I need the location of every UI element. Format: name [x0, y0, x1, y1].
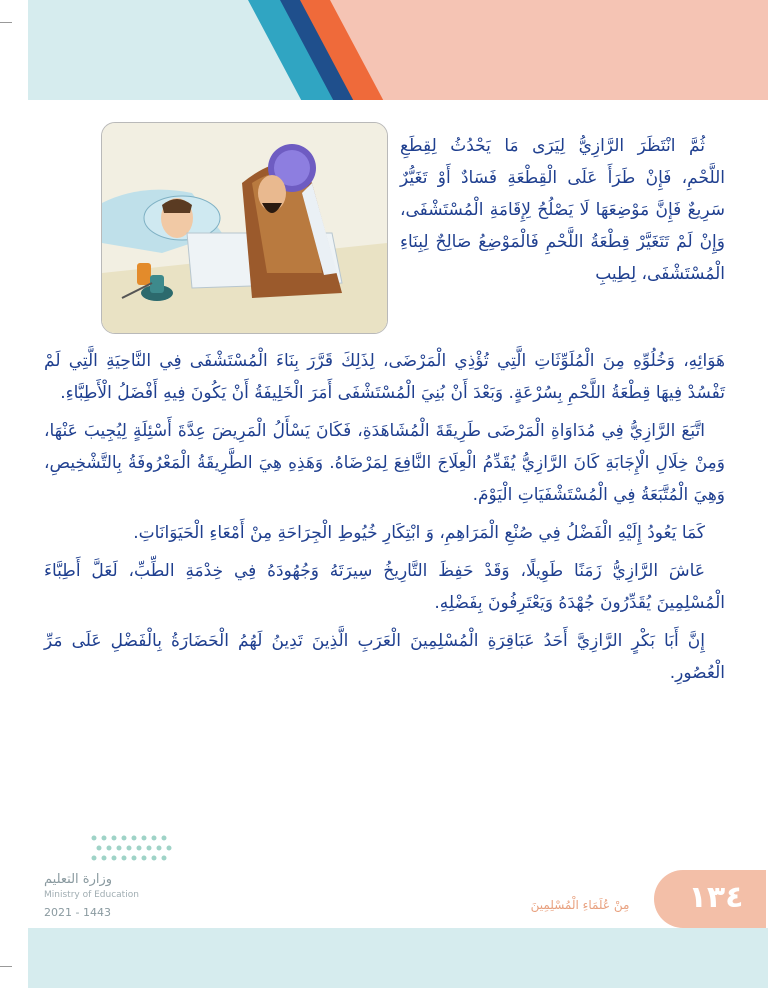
- paragraph-1-start: ثُمَّ انْتَظَرَ الرَّازِيُّ لِيَرَى مَا يَحْدُثُ لِقِطَعِ اللَّحْمِ، فَإِنْ طَرَأَ عَلَى الْقِطْعَةِ فَسَادٌ أَوْ تَغَيُّرٌ سَرِيعٌ فَإِنَّ مَوْضِعَهَا لَا يَصْلُحُ لِإِقَامَةِ الْمُسْتَشْفَى، وَإِنْ لَمْ تَتَغَيَّرْ قِطْعَةُ اللَّحْمِ فَالْمَوْضِعُ صَالِحٌ لِبِنَاءِ الْمُسْتَشْفَى، لِطِيبِ: [400, 136, 725, 284]
- page-number: ١٣٤: [688, 880, 744, 915]
- paragraph-5: إِنَّ أَبَا بَكْرٍ الرَّازِيَّ أَحَدُ عَبَاقِرَةِ الْمُسْلِمِينَ الْعَرَبِ الَّذِينَ تَدِينُ لَهُمُ الْحَضَارَةُ بِالْفَضْلِ عَلَى مَرِّ الْعُصُورِ.: [44, 631, 725, 683]
- paragraph-top: [400, 130, 725, 290]
- ministry-logo: [44, 828, 184, 919]
- ministry-year: 2021 - 1443: [44, 906, 111, 919]
- crop-mark-top: [0, 22, 12, 23]
- crop-mark-bottom: [0, 966, 12, 967]
- paragraph-4: عَاشَ الرَّازِيُّ زَمَنًا طَوِيلًا، وَقَدْ حَفِظَ التَّارِيخُ سِيرَتَهُ وَجُهُودَهُ فِي خِدْمَةِ الطِّبِّ، لَعَلَّ أَطِبَّاءَ الْمُسْلِمِينَ يُقَدِّرُونَ جُهْدَهُ وَيَعْتَرِفُونَ بِفَضْلِهِ.: [44, 561, 725, 613]
- paragraphs-main: [44, 345, 725, 695]
- running-title: مِنْ عُلَمَاءِ الْمُسْلِمِينَ: [530, 898, 630, 912]
- ministry-dots-icon: [84, 828, 184, 870]
- header-pink-band: [330, 0, 768, 100]
- ministry-name-en: Ministry of Education: [44, 890, 139, 900]
- paragraph-2: اتَّبَعَ الرَّازِيُّ فِي مُدَاوَاةِ الْمَرْضَى طَرِيقَةَ الْمُشَاهَدَةِ، فَكَانَ يَسْأَلُ الْمَرِيضَ عِدَّةَ أَسْئِلَةٍ لِيُجِيبَ عَنْهَا، وَمِنْ خِلَالِ الْإِجَابَةِ كَانَ الرَّازِيُّ يُقَدِّمُ الْعِلَاجَ النَّافِعَ لِمَرْضَاهُ. وَهَذِهِ هِيَ الطَّرِيقَةُ الْمَعْرُوفَةُ بِالتَّشْخِيصِ، وَهِيَ الْمُتَّبَعَةُ فِي الْمُسْتَشْفَيَاتِ الْيَوْمَ.: [44, 421, 725, 505]
- ministry-name-ar: وزارة التعليم: [44, 872, 113, 887]
- illustration-physician-patient: [101, 122, 388, 334]
- paragraph-1-cont: هَوَائِهِ، وَخُلُوِّهِ مِنَ الْمُلَوِّثَاتِ الَّتِي تُؤْذِي الْمَرْضَى، لِذَلِكَ قَرَّرَ بِنَاءَ الْمُسْتَشْفَى فِي النَّاحِيَةِ الَّتِي لَمْ تَفْسُدْ فِيهَا قِطْعَةُ اللَّحْمِ بِسُرْعَةٍ. وَبَعْدَ أَنْ بُنِيَ الْمُسْتَشْفَى أَمَرَ الْخَلِيفَةُ أَنْ يَكُونَ فِيهِ أَفْضَلُ الْأَطِبَّاءِ.: [44, 351, 725, 403]
- footer-band: [28, 928, 768, 988]
- paragraph-3: كَمَا يَعُودُ إِلَيْهِ الْفَضْلُ فِي صُنْعِ الْمَرَاهِمِ، وَ ابْتِكَارِ خُيُوطِ الْجِرَاحَةِ مِنْ أَمْعَاءِ الْحَيَوَانَاتِ.: [133, 523, 705, 543]
